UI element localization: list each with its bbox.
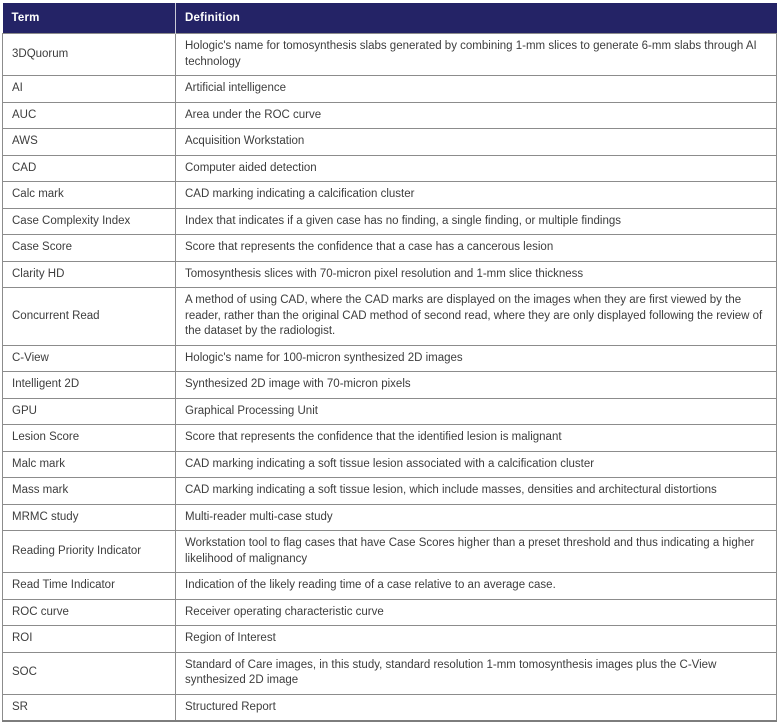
definition-cell: Indication of the likely reading time of a case relative to an average case. [176,573,777,600]
table-row [3,208,777,235]
table-row [3,102,777,129]
definition-cell: Hologic's name for 100-micron synthesized 2D images [176,345,777,372]
term-cell: SOC [3,652,176,694]
table-row [3,235,777,262]
term-cell: Calc mark [3,182,176,209]
definition-cell: A method of using CAD, where the CAD marks are displayed on the images when they are first viewed by the reader, rather than the original CAD method of second read, where they are only displayed following the review of the dataset by the radiologist. [176,288,777,346]
term-cell: CAD [3,155,176,182]
definition-cell: Standard of Care images, in this study, standard resolution 1-mm tomosynthesis images plus the C-View synthesized 2D image [176,652,777,694]
table-row [3,599,777,626]
definition-cell: Receiver operating characteristic curve [176,599,777,626]
definition-cell: Tomosynthesis slices with 70-micron pixel resolution and 1-mm slice thickness [176,261,777,288]
table-row [3,261,777,288]
definition-cell: Area under the ROC curve [176,102,777,129]
table-row [3,425,777,452]
table-row [3,626,777,653]
table-row [3,288,777,346]
header-row [3,3,777,34]
definition-cell: CAD marking indicating a soft tissue lesion associated with a calcification cluster [176,451,777,478]
definition-cell: CAD marking indicating a soft tissue lesion, which include masses, densities and architectural distortions [176,478,777,505]
definition-cell: Score that represents the confidence that a case has a cancerous lesion [176,235,777,262]
table-row [3,345,777,372]
term-cell: Mass mark [3,478,176,505]
definition-cell: Graphical Processing Unit [176,398,777,425]
term-cell: Lesion Score [3,425,176,452]
table-row [3,155,777,182]
definition-cell: Structured Report [176,694,777,721]
glossary-table [2,3,777,722]
table-row [3,451,777,478]
definition-cell: Hologic's name for tomosynthesis slabs generated by combining 1-mm slices to generate 6-mm slabs through AI technology [176,34,777,76]
table-row [3,372,777,399]
definition-cell: Workstation tool to flag cases that have Case Scores higher than a preset threshold and thus indicating a higher likelihood of malignancy [176,531,777,573]
term-cell: MRMC study [3,504,176,531]
term-cell: GPU [3,398,176,425]
definition-cell: Multi-reader multi-case study [176,504,777,531]
column-header-definition: Definition [176,3,777,34]
term-cell: Malc mark [3,451,176,478]
term-cell: AI [3,76,176,103]
term-cell: SR [3,694,176,721]
column-header-term: Term [3,3,176,34]
definition-cell: Index that indicates if a given case has no finding, a single finding, or multiple findings [176,208,777,235]
term-cell: Reading Priority Indicator [3,531,176,573]
definition-cell: CAD marking indicating a calcification cluster [176,182,777,209]
term-cell: Case Score [3,235,176,262]
table-row [3,398,777,425]
definition-cell: Synthesized 2D image with 70-micron pixels [176,372,777,399]
term-cell: AUC [3,102,176,129]
glossary-table-body [3,34,777,722]
definition-cell: Acquisition Workstation [176,129,777,156]
definition-cell: Score that represents the confidence that the identified lesion is malignant [176,425,777,452]
table-row [3,652,777,694]
term-cell: ROI [3,626,176,653]
term-cell: ROC curve [3,599,176,626]
glossary-table-header [3,3,777,34]
term-cell: AWS [3,129,176,156]
table-row [3,478,777,505]
table-row [3,76,777,103]
term-cell: Concurrent Read [3,288,176,346]
table-row [3,129,777,156]
table-row [3,34,777,76]
table-row [3,694,777,721]
table-row [3,504,777,531]
definition-cell: Computer aided detection [176,155,777,182]
term-cell: Intelligent 2D [3,372,176,399]
table-row [3,573,777,600]
definition-cell: Region of Interest [176,626,777,653]
table-row [3,531,777,573]
term-cell: Read Time Indicator [3,573,176,600]
term-cell: Clarity HD [3,261,176,288]
table-row [3,182,777,209]
term-cell: Case Complexity Index [3,208,176,235]
term-cell: 3DQuorum [3,34,176,76]
definition-cell: Artificial intelligence [176,76,777,103]
term-cell: C-View [3,345,176,372]
